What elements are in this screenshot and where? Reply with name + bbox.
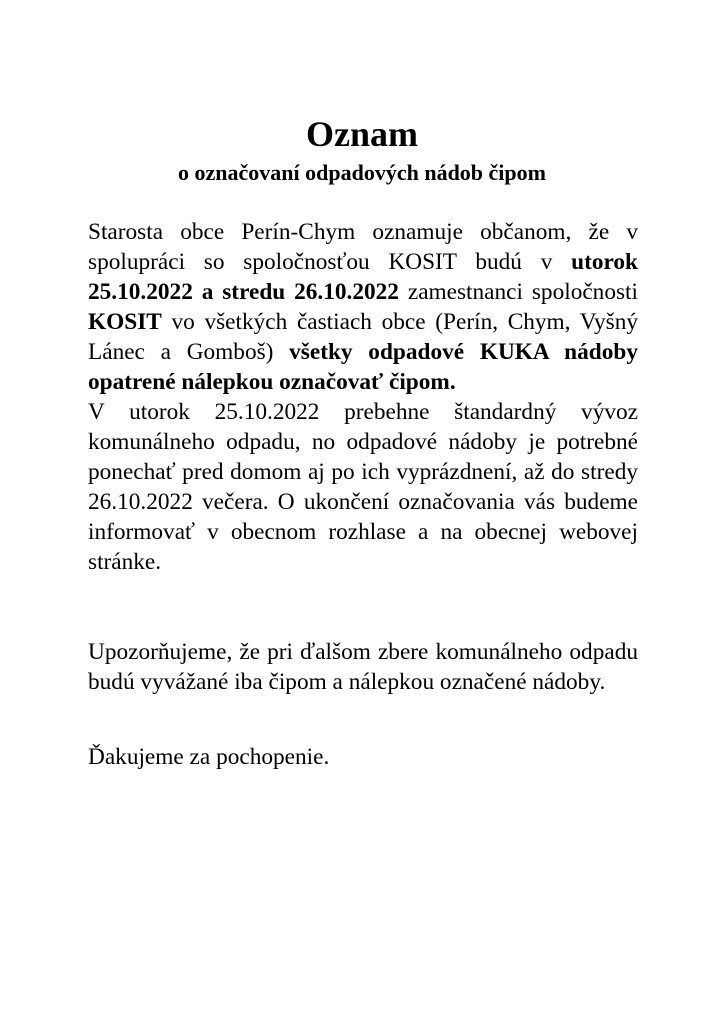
paragraph-company-bold: KOSIT bbox=[88, 309, 162, 335]
notice-paragraph-thanks: Ďakujeme za pochopenie. bbox=[88, 744, 330, 770]
paragraph-text: Starosta obce Perín-Chym oznamuje občanom, že v spolupráci so spoločnosťou KOSIT budú v bbox=[88, 219, 638, 275]
paragraph-text: zamestnanci spoločnosti bbox=[398, 279, 638, 305]
paragraph-action-bold: všetky odpadové KUKA nádoby opatrené nálepkou označovať čipom. bbox=[88, 339, 638, 395]
notice-paragraph-warning: Upozorňujeme, že pri ďalšom zbere komunálneho odpadu budú vyvážané iba čipom a nálepkou označené nádoby. bbox=[88, 639, 638, 695]
paragraph-dates-bold: utorok 25.10.2022 a stredu 26.10.2022 bbox=[88, 249, 638, 305]
paragraph-text: vo všetkých častiach obce (Perín, Chym, Vyšný Lánec a Gomboš) bbox=[88, 309, 638, 365]
notice-paragraph-main bbox=[88, 217, 638, 577]
notice-title: Oznam bbox=[306, 114, 418, 154]
paragraph-text: V utorok 25.10.2022 prebehne štandardný vývoz komunálneho odpadu, no odpadové nádoby je potrebné ponechať pred domom aj po ich vyprázdnení, až do stredy 26.10.2022 večera. O ukončení označovania vás budeme informovať v obecnom rozhlase a na obecnej webovej stránke. bbox=[88, 399, 638, 575]
notice-subtitle: o označovaní odpadových nádob čipom bbox=[178, 160, 546, 185]
